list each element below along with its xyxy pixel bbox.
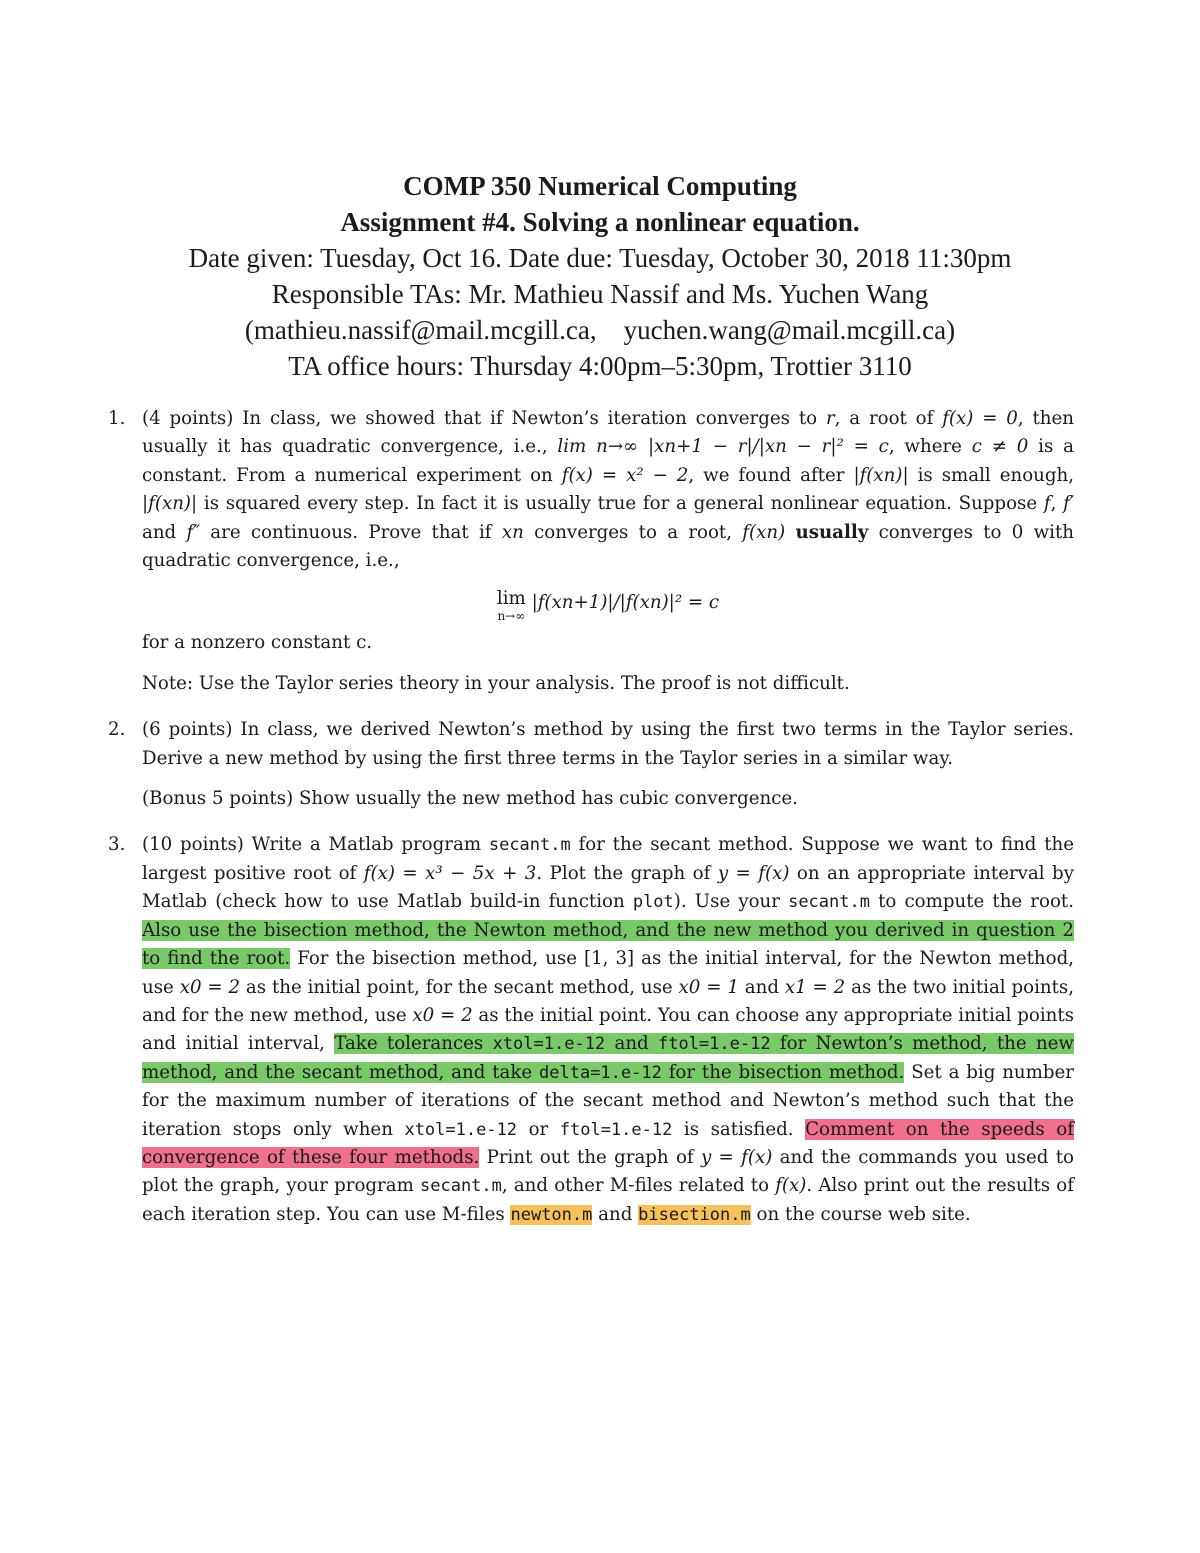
text-span: is small enough, [908, 464, 1074, 486]
highlight-green-methods: Also use the bisection method, the Newton method, and the new method you derived in question 2 to find the root. [142, 919, 1074, 970]
math-fx-eq-0: f(x) = 0 [942, 408, 1018, 429]
code-ftol: ftol=1.e-12 [657, 1034, 771, 1055]
text-span: for Newton’s method, the new method, and the secant method, and take [142, 1033, 1074, 1083]
text-span: converges to 0 with quadratic convergence, i.e., [142, 521, 1075, 572]
text-span: as the initial point. You can choose any appropriate initial points and initial interval, [142, 1004, 1075, 1055]
math-f: f [1043, 493, 1051, 515]
display-equation [142, 589, 1074, 623]
text-span: converges to a root, [523, 521, 743, 543]
math-f-prime: f′ [1063, 493, 1074, 515]
text-span: , a root of [834, 408, 943, 429]
after-formula-text: for a nonzero constant c. [142, 632, 373, 654]
code-bisection-m: bisection.m [638, 1204, 751, 1225]
code-secant-m: secant.m [488, 835, 571, 856]
text-span: , then usually it has quadratic convergence, i.e., [142, 408, 1074, 458]
text-span: Print out the graph of [479, 1146, 701, 1168]
text-span: Set a big number for the maximum number of iterations of the secant method and Newton’s method such that the iteration stops only when [142, 1061, 1074, 1140]
text-span: For the bisection method, use [1, 3] as the initial interval, for the Newton method, use [142, 948, 1075, 998]
text-span: , we found after [688, 464, 854, 486]
text-span: is a constant. From a numerical experiment on [142, 436, 1074, 486]
text-span: and [142, 521, 187, 543]
code-secant-m: secant.m [420, 1176, 502, 1197]
question-number: 1. [108, 408, 126, 429]
text-span: for the bisection method. [661, 1061, 905, 1083]
math-abs-f-xn: |f(xn)| [142, 493, 198, 515]
text-span: for the secant method. Suppose we want to find the largest positive root of [142, 834, 1074, 884]
text-span: . Plot the graph of [536, 862, 718, 884]
bold-usually: usually [795, 521, 869, 543]
math-fx: f(x) [775, 1175, 807, 1197]
text-span: as the initial point, for the secant method, use [240, 976, 679, 998]
text-span: ). Use your [673, 891, 789, 913]
assignment-title: Assignment #4. Solving a nonlinear equation. [340, 207, 860, 237]
limit-operator [497, 589, 526, 623]
text-span: (4 points) In class, we showed that if Newton’s iteration converges to [142, 408, 826, 429]
math-r: r [825, 408, 835, 429]
question-1-text: (4 points) In class, we showed that if Newton’s iteration converges to r, a root of f(x) = 0, then usually it has quadratic convergence, i.e., lim n→∞ |xn+1 − r|/|xn − r|² = c, where c ≠ 0 is a constant. From a numerical experiment on f(x) = x² − 2, we found after |f(xn)| is small enough, |f(xn)| is squared every step. In fact it is usually true for a general nonlinear equation. Suppose f, f′ and f″ are continuous. Prove that if xn converges to a root, f(xn) usually converges to 0 with quadratic convergence, i.e., [142, 408, 1075, 572]
math-y-eq-fx: y = f(x) [700, 1146, 773, 1168]
text-span: and [738, 976, 785, 998]
question-list [108, 405, 1074, 1247]
math-c-ne-0: c ≠ 0 [971, 436, 1029, 458]
document-header [0, 168, 1200, 384]
text-span: to compute the root. [869, 891, 1074, 913]
equation-body: |f(xn+1)|/|f(xn)|² = c [531, 592, 720, 614]
highlight-pink-comment: Comment on the speeds of convergence of these four methods. [142, 1118, 1074, 1168]
text-span: as the two initial points, and for the new method, use [142, 976, 1075, 1026]
code-plot: plot [632, 892, 674, 913]
text-span: and [605, 1033, 658, 1055]
math-x0-1: x0 = 1 [678, 976, 739, 998]
text-span: on an appropriate interval by Matlab (check how to use Matlab build-in function [142, 862, 1074, 913]
question-3-text [142, 831, 1074, 1229]
math-f-xn: f(xn) [742, 521, 786, 543]
code-ftol: ftol=1.e-12 [559, 1119, 673, 1140]
math-x1-2: x1 = 2 [784, 976, 846, 998]
question-1 [108, 405, 1074, 698]
question-3 [108, 831, 1074, 1229]
course-title: COMP 350 Numerical Computing [403, 171, 797, 201]
math-xn: xn [501, 521, 524, 543]
lim-subscript: n→∞ [497, 609, 526, 624]
math-f-double-prime: f″ [186, 521, 201, 543]
math-abs-f-xn: |f(xn)| [853, 464, 909, 486]
math-x0-2: x0 = 2 [179, 976, 241, 998]
code-xtol: xtol=1.e-12 [404, 1119, 518, 1140]
code-delta: delta=1.e-12 [539, 1062, 662, 1083]
question-number: 3. [108, 834, 126, 856]
code-newton-m: newton.m [510, 1204, 593, 1225]
email-line: (mathieu.nassif@mail.mcgill.ca, yuchen.wang@mail.mcgill.ca) [244, 315, 956, 345]
math-x0-2: x0 = 2 [412, 1004, 473, 1026]
text-span: or [517, 1118, 560, 1140]
text-span: and the commands you used to plot the graph, your program [142, 1146, 1074, 1197]
bonus-text: (Bonus 5 points) Show usually the new method has cubic convergence. [142, 788, 798, 810]
math-f-x-squared: f(x) = x² − 2 [561, 464, 689, 486]
question-number: 2. [108, 719, 126, 741]
math-limit-expression: lim n→∞ |xn+1 − r|/|xn − r|² = c [557, 436, 889, 458]
text-span: is squared every step. In fact it is usually true for a general nonlinear equation. Suppose [197, 493, 1044, 515]
math-y-eq-fx: y = f(x) [717, 862, 790, 884]
note-text: Note: Use the Taylor series theory in your analysis. The proof is not difficult. [142, 672, 850, 694]
text-span: Take tolerances [334, 1033, 493, 1055]
text-span: , where [888, 436, 972, 458]
question-2-text: (6 points) In class, we derived Newton’s method by using the first two terms in the Taylor series. Derive a new method by using the first three terms in the Taylor series in a similar way. [142, 719, 1074, 769]
lim-text: lim [496, 588, 526, 610]
text-span: are continuous. Prove that if [200, 521, 502, 543]
math-f-cubic: f(x) = x³ − 5x + 3 [363, 862, 537, 884]
code-xtol: xtol=1.e-12 [492, 1034, 606, 1055]
text-span: is satisfied. [672, 1118, 806, 1140]
text-span: (10 points) Write a Matlab program [142, 834, 489, 856]
text-span: . Also print out the results of each iteration step. You can use M-files [142, 1175, 1074, 1225]
ta-line: Responsible TAs: Mr. Mathieu Nassif and Ms. Yuchen Wang [271, 279, 929, 309]
text-span: and [592, 1203, 639, 1225]
date-line: Date given: Tuesday, Oct 16. Date due: Tuesday, October 30, 2018 11:30pm [188, 243, 1012, 273]
office-hours-line: TA office hours: Thursday 4:00pm–5:30pm, Trottier 3110 [288, 351, 912, 381]
text-span: , and other M-files related to [501, 1175, 776, 1197]
code-secant-m: secant.m [788, 892, 870, 913]
text-span: on the course web site. [750, 1203, 971, 1225]
question-2 [108, 716, 1074, 813]
